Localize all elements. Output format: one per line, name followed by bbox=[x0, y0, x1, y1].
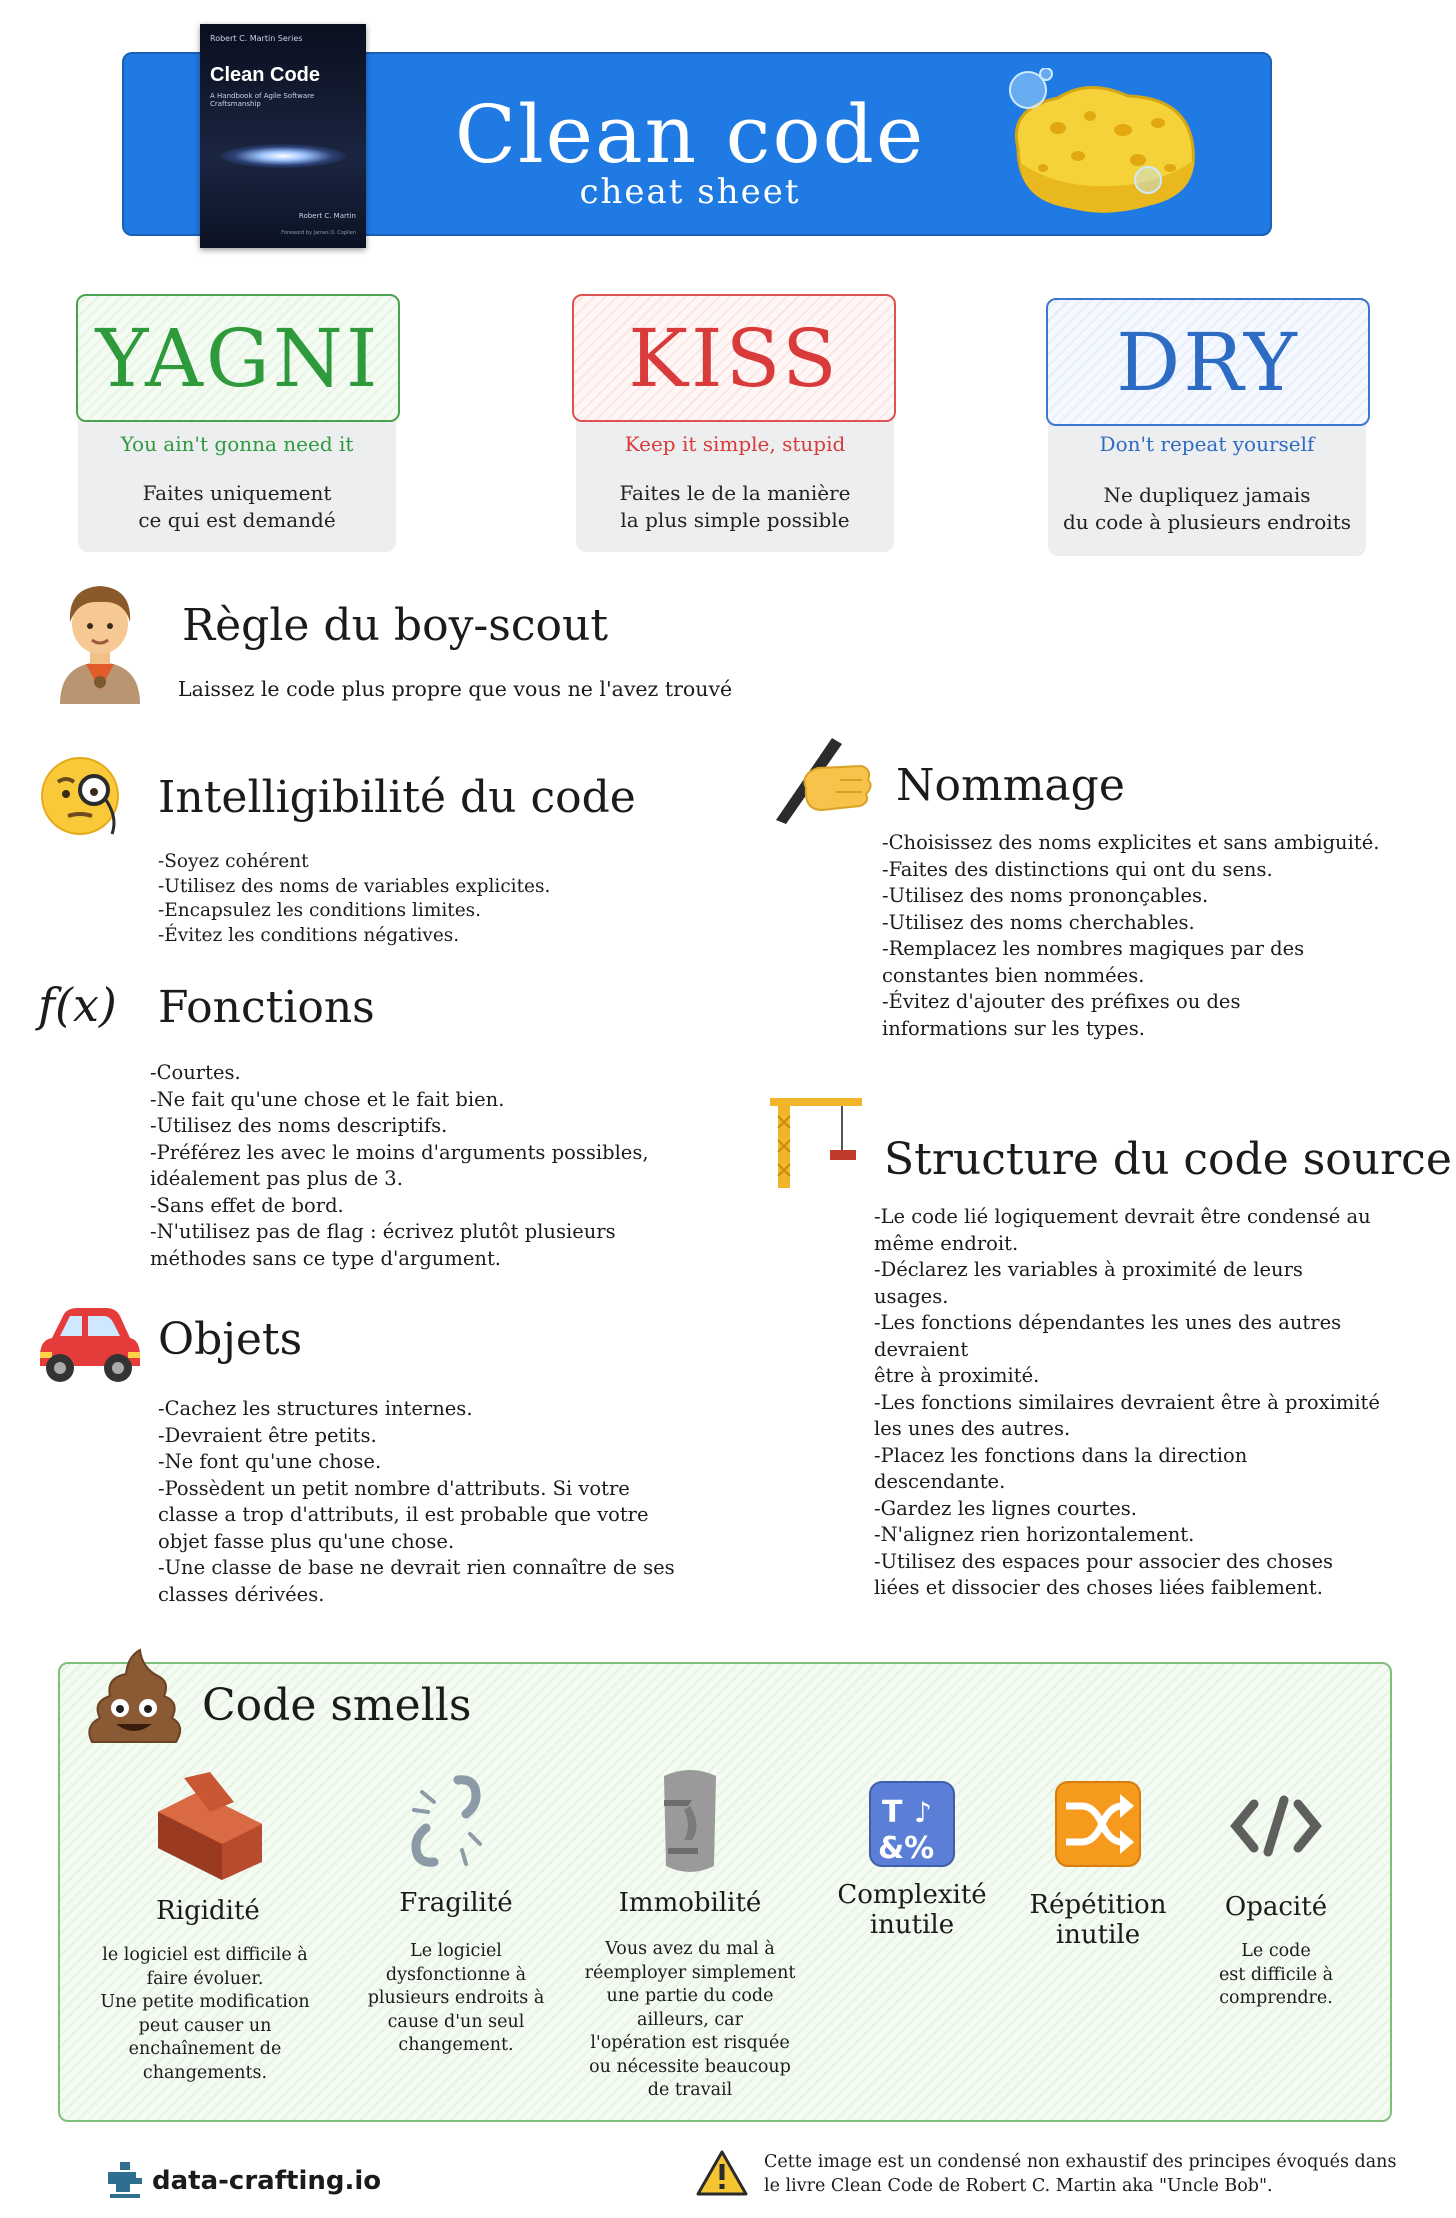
smell-label-line: inutile bbox=[1055, 1920, 1141, 1950]
yagni-card bbox=[78, 404, 396, 552]
list-item: -Ne font qu'une chose. bbox=[158, 1450, 382, 1473]
smell-desc-line: ou nécessite beaucoup bbox=[589, 2056, 791, 2077]
objects-list bbox=[158, 1396, 675, 1608]
list-item: -Préférez les avec le moins d'arguments possibles, bbox=[150, 1140, 649, 1164]
smell-desc-immobility bbox=[568, 1938, 812, 2103]
list-item: -Utilisez des noms de variables explicites. bbox=[158, 875, 551, 897]
naming-title: Nommage bbox=[896, 760, 1125, 811]
smell-label-rigidity: Rigidité bbox=[156, 1896, 260, 1926]
list-item: -Choisissez des noms explicites et sans ambiguité. bbox=[882, 831, 1380, 854]
clean-code-book-cover bbox=[200, 24, 366, 248]
data-crafting-logo-icon bbox=[106, 2158, 144, 2198]
list-item: -Devraient être petits. bbox=[158, 1423, 377, 1447]
list-item: être à proximité. bbox=[874, 1364, 1040, 1387]
kiss-desc-line: la plus simple possible bbox=[620, 508, 850, 532]
smell-label-repetition bbox=[1018, 1890, 1178, 1950]
yagni-desc-line: Faites uniquement bbox=[142, 481, 332, 505]
list-item: -Utilisez des noms cherchables. bbox=[882, 910, 1195, 934]
list-item: -Déclarez les variables à proximité de leurs bbox=[874, 1258, 1303, 1281]
functions-title: Fonctions bbox=[158, 982, 375, 1033]
page-title: Clean code bbox=[454, 88, 926, 181]
book-title: Clean Code bbox=[210, 64, 321, 86]
intelligibility-list bbox=[158, 850, 550, 948]
smell-desc-line: dysfonctionne à bbox=[385, 1964, 527, 1985]
shuffle-icon bbox=[1054, 1780, 1142, 1868]
footer-note-line: le livre Clean Code de Robert C. Martin aka "Uncle Bob". bbox=[764, 2176, 1273, 2196]
car-icon bbox=[32, 1300, 144, 1388]
list-item: idéalement pas plus de 3. bbox=[150, 1167, 403, 1190]
smell-desc-fragility bbox=[344, 1940, 568, 2058]
book-author: Robert C. Martin bbox=[298, 212, 356, 220]
smell-desc-line: peut causer un bbox=[138, 2015, 272, 2036]
sponge-icon bbox=[998, 68, 1208, 218]
smell-desc-line: ailleurs, car bbox=[637, 2009, 743, 2030]
smell-label-immobility: Immobilité bbox=[618, 1888, 762, 1918]
smell-desc-rigidity bbox=[82, 1944, 328, 2085]
footer-disclaimer bbox=[764, 2150, 1396, 2198]
boy-scout-icon bbox=[54, 578, 146, 704]
smell-desc-line: comprendre. bbox=[1219, 1988, 1333, 2008]
objects-title: Objets bbox=[158, 1314, 303, 1365]
list-item: liées et dissocier des choses liées faiblement. bbox=[874, 1576, 1323, 1599]
smells-title: Code smells bbox=[202, 1680, 472, 1731]
list-item: informations sur les types. bbox=[882, 1016, 1145, 1040]
list-item: -Évitez les conditions négatives. bbox=[158, 924, 460, 946]
smell-desc-line: le logiciel est difficile à bbox=[102, 1945, 308, 1965]
svg-text:♪: ♪ bbox=[914, 1796, 932, 1829]
smell-desc-line: cause d'un seul bbox=[387, 2011, 525, 2032]
yagni-acronym: YAGNI bbox=[76, 294, 400, 422]
list-item: -Ne fait qu'une chose et le fait bien. bbox=[150, 1087, 505, 1111]
list-item: -Utilisez des noms descriptifs. bbox=[150, 1114, 448, 1137]
kiss-expansion: Keep it simple, stupid bbox=[624, 432, 846, 456]
structure-title: Structure du code source bbox=[884, 1134, 1452, 1185]
smell-desc-line: changement. bbox=[398, 2035, 514, 2055]
symbols-icon bbox=[868, 1780, 956, 1868]
yagni-expansion: You ain't gonna need it bbox=[120, 432, 354, 456]
site-link[interactable]: data-crafting.io bbox=[152, 2166, 382, 2196]
list-item: devraient bbox=[874, 1337, 969, 1361]
intelligibility-title: Intelligibilité du code bbox=[158, 772, 636, 823]
list-item: -Une classe de base ne devrait rien connaître de ses bbox=[158, 1556, 675, 1579]
broken-chain-icon bbox=[404, 1772, 488, 1872]
smell-desc-line: faire évoluer. bbox=[146, 1968, 264, 1989]
list-item: -N'alignez rien horizontalement. bbox=[874, 1523, 1195, 1546]
list-item: -Utilisez des espaces pour associer des choses bbox=[874, 1549, 1334, 1573]
smell-desc-line: de travail bbox=[647, 2080, 733, 2100]
list-item: classe a trop d'attributs, il est probable que votre bbox=[158, 1503, 649, 1526]
smell-label-fragility: Fragilité bbox=[399, 1888, 513, 1918]
svg-text:T: T bbox=[882, 1795, 903, 1830]
dry-description bbox=[1048, 482, 1366, 536]
list-item: méthodes sans ce type d'argument. bbox=[150, 1246, 501, 1270]
function-fx-icon: f(x) bbox=[38, 978, 117, 1032]
smell-desc-line: réemployer simplement bbox=[584, 1962, 796, 1983]
warning-icon bbox=[696, 2150, 748, 2196]
naming-list bbox=[882, 830, 1379, 1042]
smell-label-line: Complexité bbox=[837, 1880, 987, 1910]
smell-label-opacity: Opacité bbox=[1224, 1892, 1328, 1922]
list-item: descendante. bbox=[874, 1470, 1006, 1493]
kiss-card bbox=[576, 404, 894, 552]
book-subtitle: A Handbook of Agile Software Craftsmanship bbox=[210, 92, 315, 108]
list-item: classes dérivées. bbox=[158, 1582, 325, 1606]
kiss-desc-line: Faites le de la manière bbox=[619, 481, 851, 505]
yagni-desc-line: ce qui est demandé bbox=[138, 508, 336, 532]
smell-desc-line: enchaînement de bbox=[128, 2039, 282, 2059]
smell-desc-line: Une petite modification bbox=[100, 1992, 310, 2012]
smell-label-line: Répétition bbox=[1029, 1890, 1167, 1920]
book-foreword: Foreword by James O. Coplien bbox=[281, 230, 356, 236]
moai-icon bbox=[648, 1766, 732, 1878]
list-item: -Sans effet de bord. bbox=[150, 1193, 344, 1217]
list-item: même endroit. bbox=[874, 1231, 1019, 1255]
dry-desc-line: du code à plusieurs endroits bbox=[1062, 510, 1352, 534]
list-item: -Soyez cohérent bbox=[158, 851, 309, 872]
smell-desc-line: Le logiciel bbox=[410, 1941, 502, 1961]
brick-icon bbox=[154, 1772, 266, 1880]
smell-desc-line: est difficile à bbox=[1218, 1964, 1334, 1985]
kiss-description bbox=[576, 480, 894, 534]
book-series: Robert C. Martin Series bbox=[210, 34, 303, 43]
smell-desc-line: Le code bbox=[1241, 1941, 1311, 1961]
dry-card bbox=[1048, 404, 1366, 556]
galaxy-image bbox=[220, 144, 346, 168]
dry-acronym: DRY bbox=[1046, 298, 1370, 426]
smell-label-line: inutile bbox=[869, 1910, 955, 1940]
smell-desc-line: l'opération est risquée bbox=[590, 2033, 790, 2053]
boyscout-title: Règle du boy-scout bbox=[182, 600, 609, 651]
smell-desc-line: changements. bbox=[142, 2062, 268, 2083]
list-item: -Le code lié logiquement devrait être condensé au bbox=[874, 1205, 1371, 1228]
smell-desc-line: plusieurs endroits à bbox=[367, 1988, 545, 2008]
list-item: -Courtes. bbox=[150, 1061, 241, 1084]
poop-icon bbox=[82, 1646, 186, 1748]
list-item: -Possèdent un petit nombre d'attributs. Si votre bbox=[158, 1476, 630, 1500]
smell-desc-line: une partie du code bbox=[606, 1986, 774, 2006]
code-brackets-icon bbox=[1228, 1792, 1324, 1860]
list-item: -Placez les fonctions dans la direction bbox=[874, 1443, 1248, 1467]
list-item: -Cachez les structures internes. bbox=[158, 1397, 473, 1420]
structure-list bbox=[874, 1204, 1380, 1602]
list-item: -Utilisez des noms prononçables. bbox=[882, 884, 1209, 907]
list-item: constantes bien nommées. bbox=[882, 963, 1145, 987]
list-item: objet fasse plus qu'une chose. bbox=[158, 1529, 455, 1553]
svg-text:&%: &% bbox=[878, 1831, 935, 1866]
smell-desc-line: Vous avez du mal à bbox=[605, 1939, 775, 1959]
list-item: -Gardez les lignes courtes. bbox=[874, 1496, 1137, 1520]
smell-label-complexity bbox=[832, 1880, 992, 1940]
kiss-acronym: KISS bbox=[572, 294, 896, 422]
page-subtitle: cheat sheet bbox=[579, 172, 801, 212]
list-item: usages. bbox=[874, 1284, 949, 1308]
list-item: les unes des autres. bbox=[874, 1417, 1071, 1440]
functions-list bbox=[150, 1060, 649, 1272]
dry-expansion: Don't repeat yourself bbox=[1099, 432, 1315, 456]
dry-desc-line: Ne dupliquez jamais bbox=[1103, 483, 1311, 507]
boyscout-text: Laissez le code plus propre que vous ne l'avez trouvé bbox=[178, 677, 733, 701]
list-item: -Les fonctions dépendantes les unes des autres bbox=[874, 1311, 1342, 1334]
list-item: -Les fonctions similaires devraient être à proximité bbox=[874, 1390, 1380, 1414]
monocle-face-icon bbox=[38, 752, 124, 838]
yagni-description bbox=[78, 480, 396, 534]
writing-hand-icon bbox=[770, 728, 874, 824]
list-item: -Évitez d'ajouter des préfixes ou des bbox=[882, 990, 1241, 1013]
list-item: -Remplacez les nombres magiques par des bbox=[882, 937, 1305, 960]
smell-desc-opacity bbox=[1186, 1940, 1366, 2011]
footer-note-line: Cette image est un condensé non exhaustif des principes évoqués dans bbox=[764, 2152, 1397, 2172]
list-item: -Faites des distinctions qui ont du sens. bbox=[882, 857, 1273, 881]
list-item: -N'utilisez pas de flag : écrivez plutôt plusieurs bbox=[150, 1220, 616, 1243]
list-item: -Encapsulez les conditions limites. bbox=[158, 900, 482, 921]
crane-icon bbox=[764, 1088, 868, 1188]
